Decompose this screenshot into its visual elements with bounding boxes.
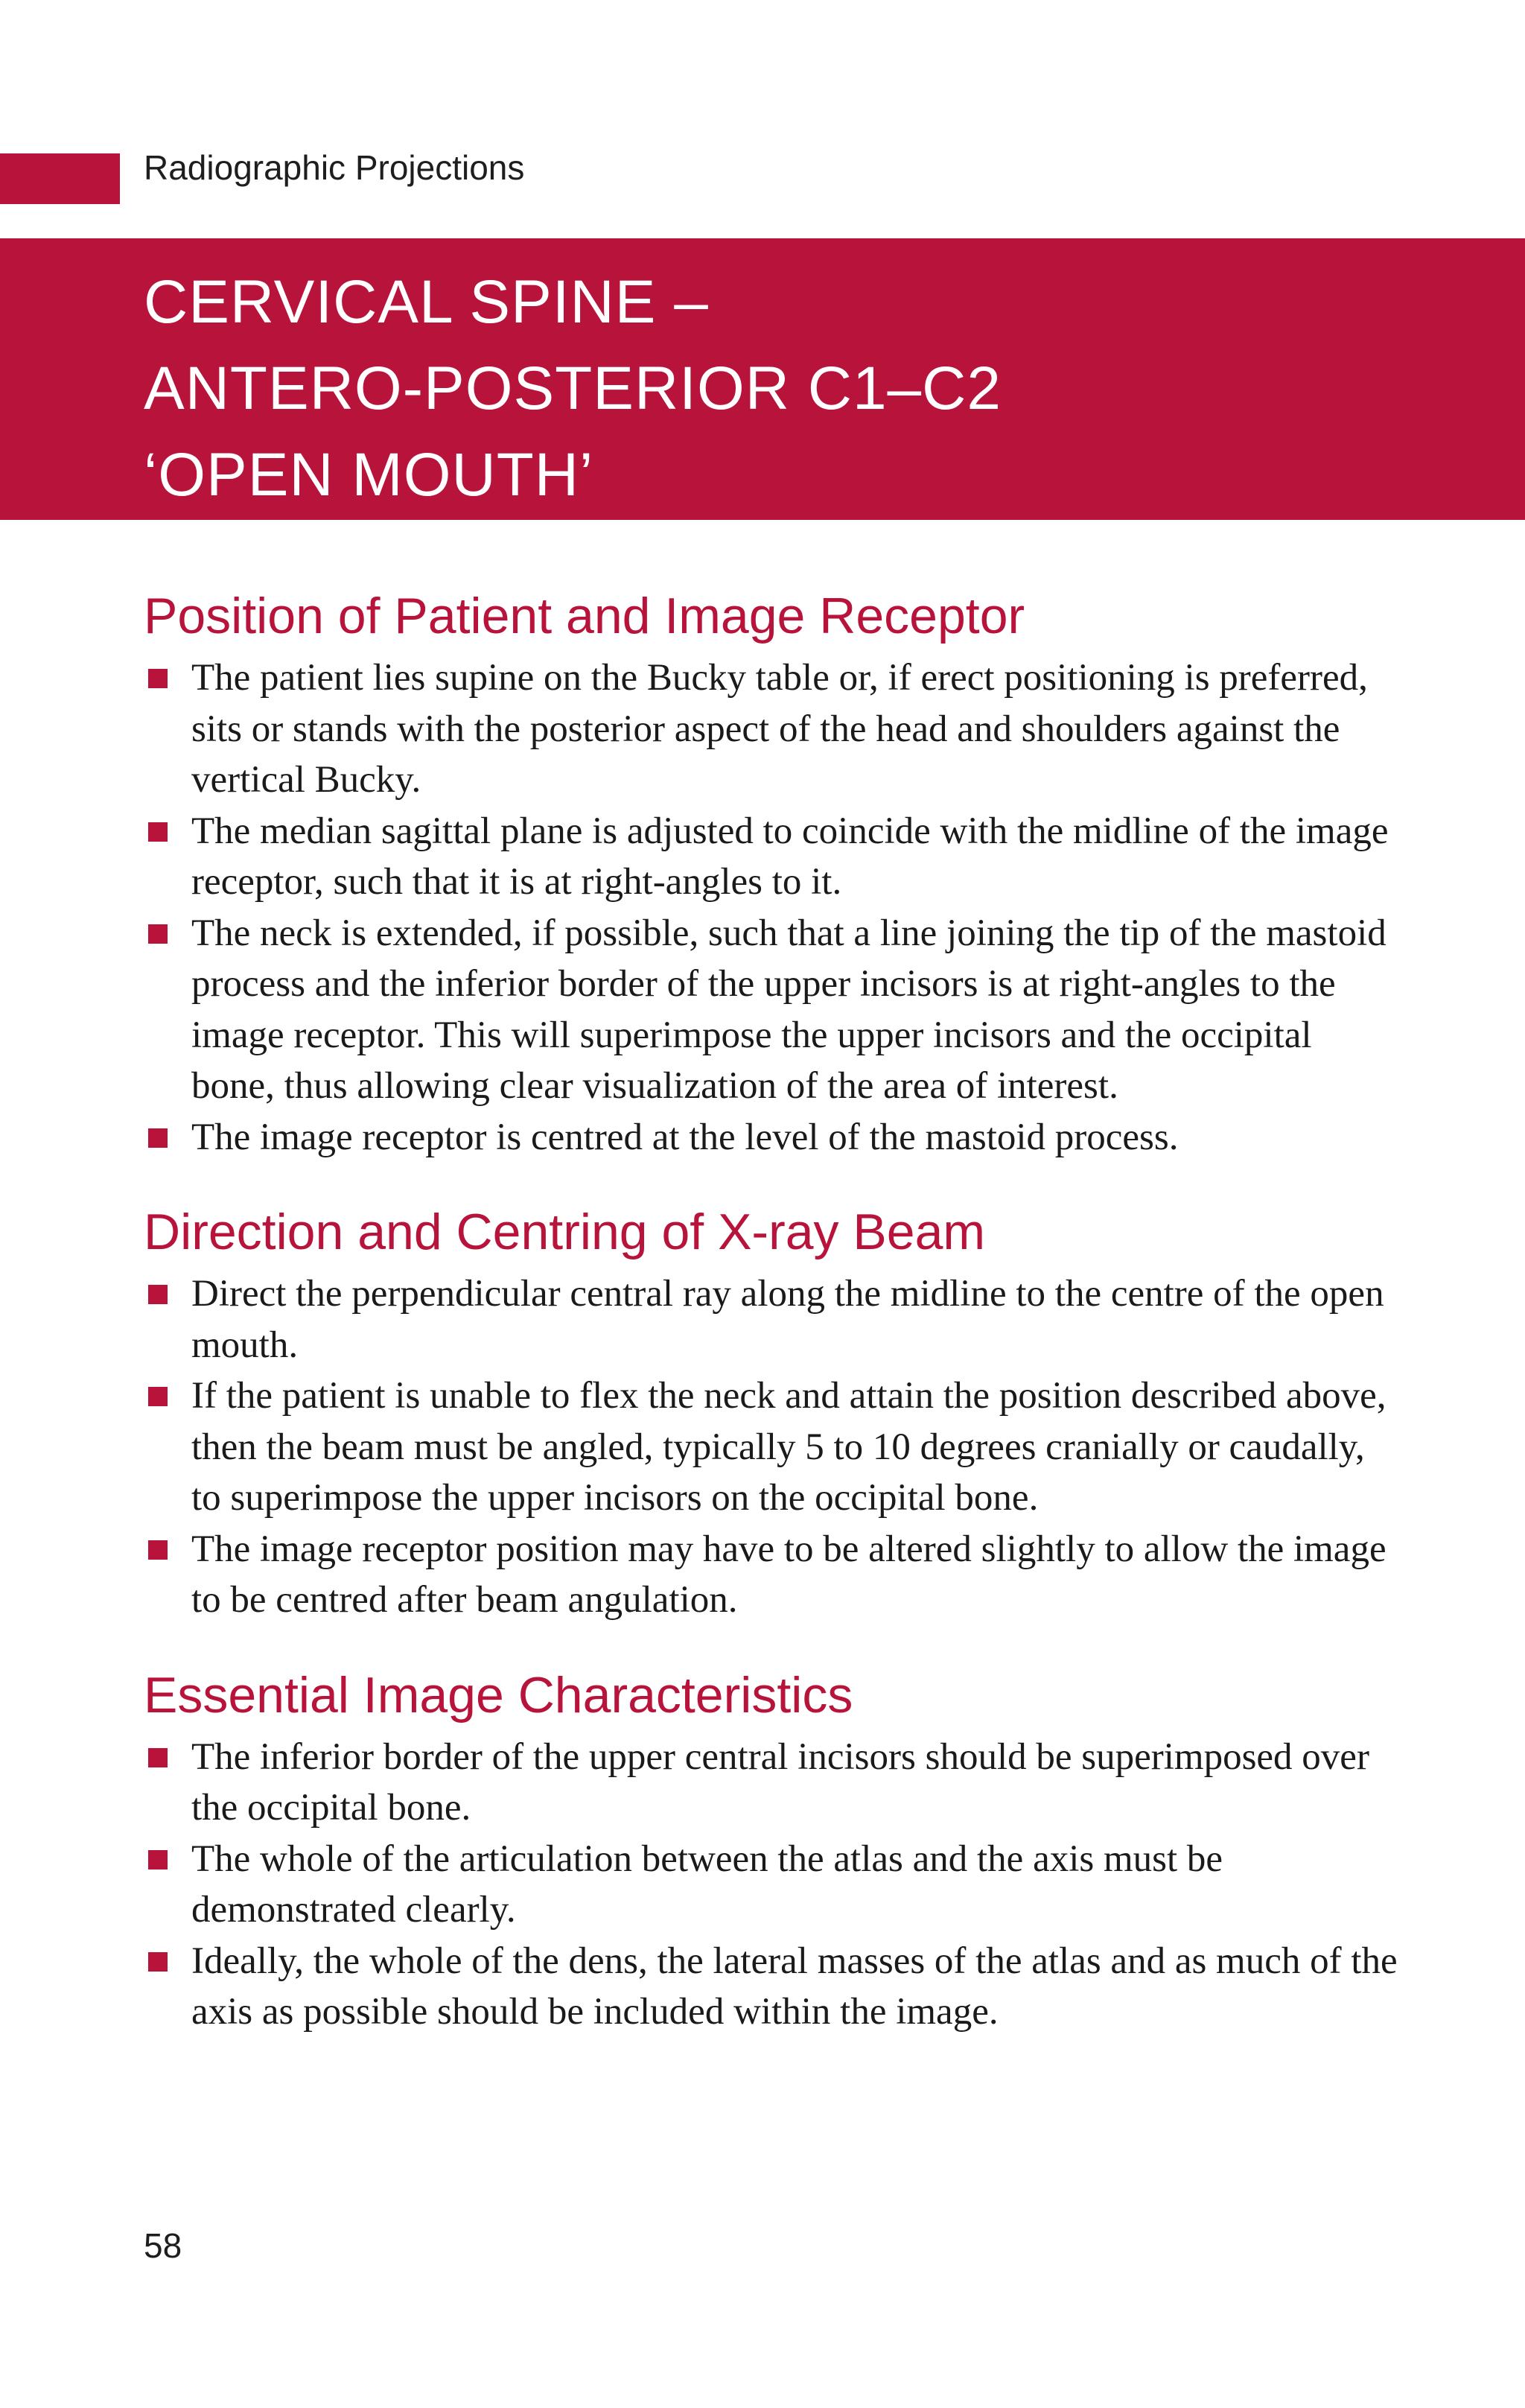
square-bullet-icon <box>148 1387 168 1406</box>
square-bullet-icon <box>148 1850 168 1869</box>
section-heading: Essential Image Characteristics <box>144 1666 853 1724</box>
list-item-text: The neck is extended, if possible, such that a line joining the tip of the mastoid process and the inferior border of the upper incisors is at right-angles to the image receptor. This will superimpose the upper incisors and the occipital bone, thus allowing clear visualization of the area of interest. <box>191 912 1386 1107</box>
bullet-list <box>144 652 1402 1163</box>
square-bullet-icon <box>148 1952 168 1972</box>
square-bullet-icon <box>148 1748 168 1767</box>
title-line: ANTERO-POSTERIOR C1–C2 <box>144 355 1002 422</box>
list-item <box>144 652 1402 806</box>
section-direction-and-centring <box>144 1198 1402 1626</box>
square-bullet-icon <box>148 1540 168 1560</box>
list-item-text: Ideally, the whole of the dens, the lateral masses of the atlas and as much of the axis as possible should be included within the image. <box>191 1940 1398 2033</box>
section-heading: Direction and Centring of X-ray Beam <box>144 1204 986 1260</box>
section-heading: Position of Patient and Image Receptor <box>144 588 1025 644</box>
list-item-text: Direct the perpendicular central ray along the midline to the centre of the open mouth. <box>191 1273 1384 1366</box>
running-head: Radiographic Projections <box>144 148 525 187</box>
list-item-text: The median sagittal plane is adjusted to coincide with the midline of the image receptor, such that it is at right-angles to it. <box>191 810 1389 903</box>
list-item <box>144 1370 1402 1524</box>
main-content <box>144 582 1402 2074</box>
list-item-text: The image receptor position may have to be altered slightly to allow the image to be centred after beam angulation. <box>191 1528 1386 1621</box>
square-bullet-icon <box>148 669 168 688</box>
square-bullet-icon <box>148 822 168 842</box>
list-item <box>144 908 1402 1112</box>
bullet-list <box>144 1732 1402 2038</box>
section-essential-image-characteristics <box>144 1662 1402 2038</box>
list-item <box>144 1936 1402 2038</box>
list-item <box>144 1732 1402 1834</box>
bullet-list <box>144 1268 1402 1626</box>
page-number: 58 <box>144 2226 182 2265</box>
page-title <box>144 259 1002 518</box>
square-bullet-icon <box>148 924 168 944</box>
list-item-text: If the patient is unable to flex the neck and attain the position described above, then the beam must be angled, typically 5 to 10 degrees cranially or caudally, to superimpose the upper incisors on the occipital bone. <box>191 1375 1386 1519</box>
list-item <box>144 1834 1402 1936</box>
list-item-text: The patient lies supine on the Bucky table or, if erect positioning is preferred, sits or stands with the posterior aspect of the head and shoulders against the vertical Bucky. <box>191 657 1368 801</box>
list-item <box>144 1268 1402 1370</box>
title-line: ‘OPEN MOUTH’ <box>144 441 594 509</box>
square-bullet-icon <box>148 1285 168 1304</box>
list-item-text: The image receptor is centred at the level of the mastoid process. <box>191 1116 1179 1158</box>
list-item <box>144 806 1402 908</box>
list-item-text: The inferior border of the upper central incisors should be superimposed over the occipital bone. <box>191 1735 1369 1829</box>
list-item <box>144 1112 1402 1163</box>
list-item-text: The whole of the articulation between the atlas and the axis must be demonstrated clearly. <box>191 1837 1223 1931</box>
section-position-of-patient <box>144 582 1402 1163</box>
title-line: CERVICAL SPINE – <box>144 268 709 336</box>
list-item <box>144 1524 1402 1626</box>
header-tab-block <box>0 153 120 204</box>
square-bullet-icon <box>148 1128 168 1148</box>
title-band <box>0 238 1525 520</box>
